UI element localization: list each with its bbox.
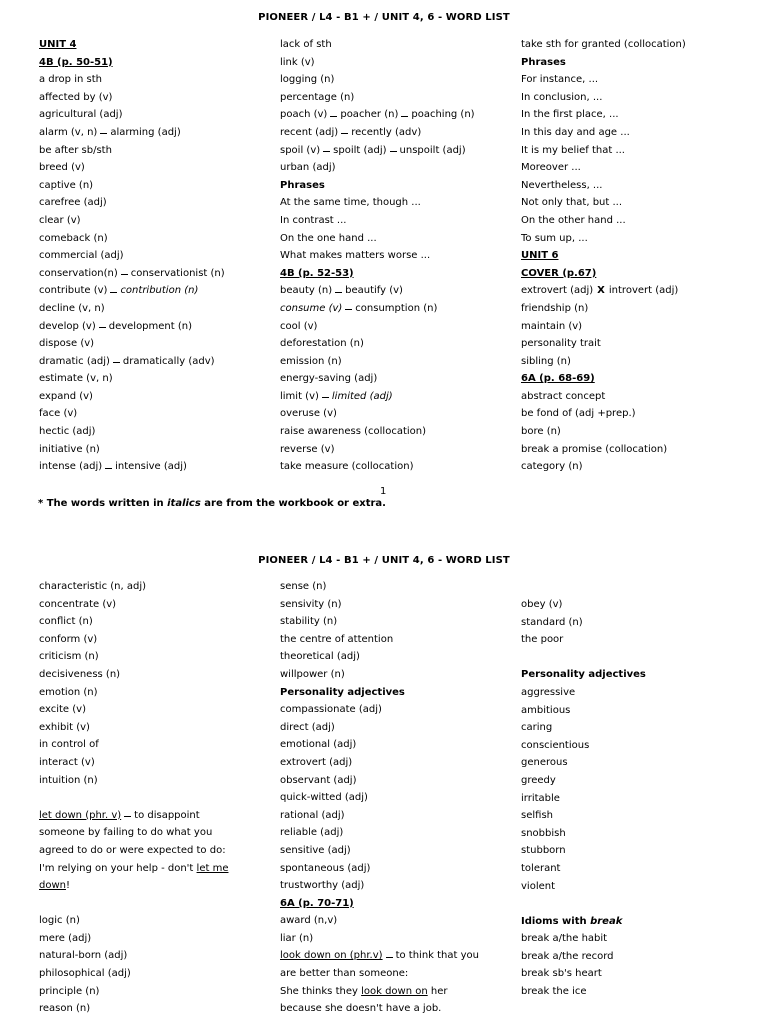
word-item: violent (521, 880, 556, 892)
word-item: extrovert (adj) X introvert (adj) (521, 285, 679, 297)
idiom-item: break a/the habit (521, 933, 608, 945)
word-item: break a promise (collocation) (521, 443, 668, 455)
phrase-item: What makes matters worse ... (280, 250, 431, 262)
page-title: PIONEER / L4 - B1 + / UNIT 4, 6 - WORD LIST (258, 555, 510, 566)
section-heading: 6A (p. 68-69) (521, 373, 595, 385)
word-item: emission (n) (280, 355, 342, 367)
word-item: take sth for granted (collocation) (521, 39, 686, 50)
word-item: liar (n) (280, 932, 314, 944)
word-item: decline (v, n) (39, 302, 105, 314)
word-item: interact (v) (39, 756, 95, 768)
word-item: expand (v) (39, 390, 93, 402)
word-item: energy-saving (adj) (280, 373, 378, 385)
word-item: link (v) (280, 56, 315, 68)
word-item: urban (adj) (280, 162, 336, 174)
word-item: initiative (n) (39, 443, 100, 455)
phrase-item: In this day and age ... (521, 126, 630, 138)
word-item: the poor (521, 634, 564, 646)
word-item: take measure (collocation) (280, 461, 414, 473)
idioms-heading: Idioms with break (521, 915, 623, 927)
word-item: aggressive (521, 686, 576, 698)
word-column-1 (39, 36, 279, 476)
phrases-heading: Phrases (521, 56, 566, 68)
idiom-item: break sb's heart (521, 968, 602, 980)
word-item: be fond of (adj +prep.) (521, 408, 636, 420)
word-item: intense (adj) intensive (adj) (39, 461, 187, 473)
word-item: in control of (39, 739, 99, 751)
word-item: carefree (adj) (39, 197, 107, 209)
word-item: conform (v) (39, 633, 98, 645)
definition-line: are better than someone: (280, 968, 409, 980)
word-item: exhibit (v) (39, 721, 90, 733)
word-item: standard (n) (521, 616, 583, 628)
word-item: captive (n) (39, 179, 94, 191)
word-item: obey (v) (521, 599, 563, 610)
word-item: contribute (v) contribution (n) (39, 285, 199, 297)
word-item: caring (521, 722, 553, 734)
word-item: sensitive (adj) (280, 844, 351, 856)
word-item: poach (v) poacher (n) poaching (n) (280, 109, 475, 121)
word-item: direct (adj) (280, 721, 335, 733)
word-item: a drop in sth (39, 74, 102, 86)
unit-heading: UNIT 6 (521, 250, 559, 262)
word-item: be after sb/sth (39, 144, 112, 156)
word-item: dramatic (adj) dramatically (adv) (39, 355, 215, 367)
word-item: limit (v) limited (adj) (280, 390, 393, 402)
section-heading: 4B (p. 52-53) (280, 267, 354, 279)
word-item: face (v) (39, 408, 78, 420)
word-item: emotional (adj) (280, 739, 357, 751)
section-heading: 4B (p. 50-51) (39, 56, 113, 68)
word-item: cool (v) (280, 320, 318, 332)
page-number: 1 (380, 486, 387, 497)
word-item: characteristic (n, adj) (39, 581, 147, 592)
word-item: estimate (v, n) (39, 373, 113, 385)
phrase-item: Nevertheless, ... (521, 179, 603, 191)
word-item: sibling (n) (521, 355, 571, 367)
word-item: consume (v) consumption (n) (280, 302, 438, 314)
word-item: conservation(n) conservationist (n) (39, 267, 225, 279)
word-item: reverse (v) (280, 443, 335, 455)
word-item: bore (n) (521, 426, 561, 438)
phrasal-verb-entry: look down on (phr.v) to think that you (280, 950, 479, 962)
word-item: hectic (adj) (39, 426, 96, 438)
word-column-2 (280, 578, 520, 1018)
phrases-heading: Phrases (280, 179, 325, 191)
word-item: rational (adj) (280, 809, 345, 821)
word-item: abstract concept (521, 390, 606, 402)
word-item: excite (v) (39, 704, 86, 716)
word-item: lack of sth (280, 39, 332, 50)
word-item: theoretical (adj) (280, 651, 360, 663)
word-item: snobbish (521, 827, 566, 839)
word-column-2 (280, 36, 520, 476)
word-item: tolerant (521, 862, 561, 874)
word-item: spoil (v) spoilt (adj) unspoilt (adj) (280, 144, 466, 156)
word-item: friendship (n) (521, 302, 589, 314)
word-item: overuse (v) (280, 408, 337, 420)
definition-line: agreed to do or were expected to do: (39, 844, 226, 856)
word-item: beauty (n) beautify (v) (280, 285, 403, 297)
phrase-item: Moreover ... (521, 162, 581, 174)
word-item: irritable (521, 792, 560, 804)
word-item: decisiveness (n) (39, 668, 121, 680)
phrasal-verb-entry: let down (phr. v) to disappoint (39, 809, 200, 821)
phrase-item: On the other hand ... (521, 214, 626, 226)
word-item: recent (adj) recently (adv) (280, 126, 422, 138)
phrase-item: On the one hand ... (280, 232, 377, 244)
word-item: emotion (n) (39, 686, 98, 698)
word-item: deforestation (n) (280, 338, 364, 350)
word-item: ambitious (521, 704, 571, 716)
word-item: clear (v) (39, 214, 81, 226)
section-heading: 6A (p. 70-71) (280, 897, 354, 909)
word-item: criticism (n) (39, 651, 99, 663)
phrase-item: For instance, ... (521, 74, 599, 86)
word-item: compassionate (adj) (280, 704, 382, 716)
example-line: She thinks they look down on her (280, 985, 448, 997)
word-item: develop (v) development (n) (39, 320, 193, 332)
word-item: percentage (n) (280, 91, 355, 103)
example-line: because she doesn't have a job. (280, 1003, 442, 1015)
page-title: PIONEER / L4 - B1 + / UNIT 4, 6 - WORD LIST (258, 12, 510, 23)
word-item: greedy (521, 774, 556, 786)
word-item: reliable (adj) (280, 827, 344, 839)
word-item: conflict (n) (39, 616, 93, 628)
word-item: personality trait (521, 338, 601, 350)
word-item: willpower (n) (280, 668, 345, 680)
word-item: philosophical (adj) (39, 968, 131, 980)
word-item: reason (n) (39, 1003, 91, 1015)
word-item: selfish (521, 810, 553, 822)
word-column-3 (521, 596, 761, 1001)
word-item: sense (n) (280, 581, 327, 592)
phrase-item: It is my belief that ... (521, 144, 625, 156)
phrase-item: In contrast ... (280, 214, 347, 226)
phrase-item: In the first place, ... (521, 109, 619, 121)
word-item: intuition (n) (39, 774, 98, 786)
word-item: trustworthy (adj) (280, 880, 365, 892)
example-line: down! (39, 880, 70, 892)
phrase-item: To sum up, ... (521, 232, 588, 244)
word-item: natural-born (adj) (39, 950, 128, 962)
word-column-1 (39, 578, 279, 1018)
word-item: extrovert (adj) (280, 756, 353, 768)
word-item: concentrate (v) (39, 598, 117, 610)
word-item: breed (v) (39, 162, 85, 174)
word-item: mere (adj) (39, 932, 92, 944)
category-heading: Personality adjectives (521, 669, 646, 681)
word-item: stability (n) (280, 616, 338, 628)
word-item: spontaneous (adj) (280, 862, 371, 874)
word-item: award (n,v) (280, 915, 338, 927)
phrase-item: At the same time, though ... (280, 197, 421, 209)
word-item: logging (n) (280, 74, 335, 86)
word-item: the centre of attention (280, 633, 394, 645)
footnote: * The words written in italics are from the workbook or extra. (38, 498, 386, 509)
section-heading: COVER (p.67) (521, 267, 597, 279)
phrase-item: Not only that, but ... (521, 197, 623, 209)
idiom-item: break the ice (521, 986, 587, 998)
category-heading: Personality adjectives (280, 686, 405, 698)
word-item: stubborn (521, 845, 566, 857)
phrase-item: In conclusion, ... (521, 91, 603, 103)
word-item: generous (521, 757, 568, 769)
word-item: alarm (v, n) alarming (adj) (39, 126, 181, 138)
word-item: agricultural (adj) (39, 109, 123, 121)
word-item: comeback (n) (39, 232, 108, 244)
word-item: principle (n) (39, 985, 100, 997)
word-column-3 (521, 36, 761, 476)
word-item: sensivity (n) (280, 598, 342, 610)
unit-heading: UNIT 4 (39, 39, 77, 50)
word-item: category (n) (521, 461, 583, 473)
word-item: raise awareness (collocation) (280, 426, 427, 438)
example-line: I'm relying on your help - don't let me (39, 862, 229, 874)
word-item: commercial (adj) (39, 250, 124, 262)
word-item: affected by (v) (39, 91, 113, 103)
word-item: dispose (v) (39, 338, 95, 350)
word-item: conscientious (521, 739, 590, 751)
definition-line: someone by failing to do what you (39, 827, 213, 839)
word-item: logic (n) (39, 915, 80, 927)
word-item: observant (adj) (280, 774, 357, 786)
idiom-item: break a/the record (521, 950, 614, 962)
word-item: maintain (v) (521, 320, 583, 332)
word-item: quick-witted (adj) (280, 792, 368, 804)
